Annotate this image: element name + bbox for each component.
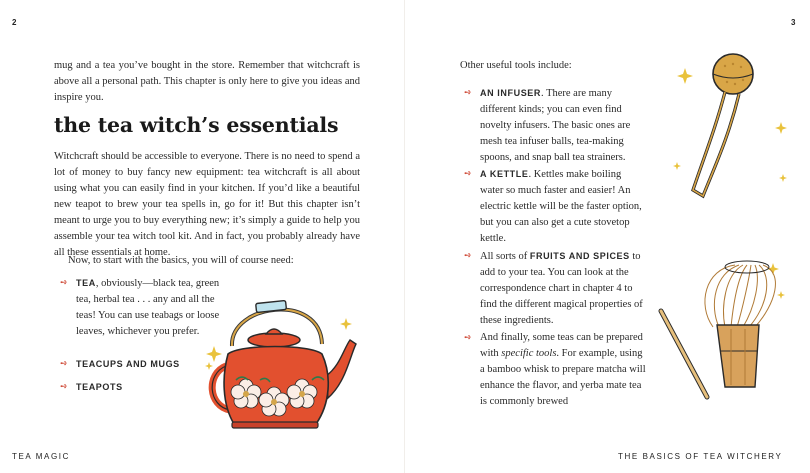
item-prefix: And finally, some teas can be prepared with <box>480 332 643 359</box>
intro-paragraph: mug and a tea you’ve bought in the store. Remember that witchcraft is above all a personal path. This chapter is only here to give you ideas and inspire you. <box>54 60 360 103</box>
tea-infuser-illustration <box>663 40 793 210</box>
item-label: TEAPOTS <box>76 382 123 392</box>
footer-right: THE BASICS OF TEA WITCHERY <box>618 452 783 461</box>
arrow-bullet-icon: ➺ <box>464 169 472 179</box>
item-text: . For example, using a bamboo whisk to prepare matcha will enhance the flavor, and yerba mate tea is commonly brewed <box>480 348 646 407</box>
item-text: to add to your tea. You can look at the correspondence chart in chapter 4 to find the different magical properties of these ingredients. <box>480 251 643 326</box>
teapot-illustration <box>200 284 360 444</box>
tools-intro: Other useful tools include: <box>460 60 572 71</box>
arrow-bullet-icon: ➺ <box>60 359 68 369</box>
item-label: FRUITS AND SPICES <box>529 251 630 261</box>
arrow-bullet-icon: ➺ <box>60 278 68 288</box>
page-number-left: 2 <box>12 18 17 27</box>
page-number-right: 3 <box>791 18 796 27</box>
paragraph-essentials: Witchcraft should be accessible to everyone. There is no need to spend a lot of money to buy fancy new equipment: tea witchcraft is all about using what you can easily find in your kitchen. If you’d like a beautiful new teapot to brew your tea spells in, go for it! But this chapter isn’t meant to urge you to buy everything new; it’s simply a guide to help you assemble your tea witch tool kit. And in fact, you probably already have all these essentials at home. <box>54 151 360 258</box>
item-label: TEACUPS AND MUGS <box>76 359 180 369</box>
footer-left: TEA MAGIC <box>12 452 70 461</box>
item-label: TEA <box>76 278 96 288</box>
item-text: . There are many different kinds; you can even find novelty infusers. The basic ones are mesh tea infuser balls, tea-making spoons, and snap ball tea strainers. <box>480 88 631 163</box>
item-text: . Kettles make boiling water so much faster and easier! An electric kettle will be the faster option, but you can also get a cute stovetop kettle. <box>480 169 642 244</box>
item-label: A KETTLE <box>480 169 529 179</box>
item-prefix: All sorts of <box>480 251 530 262</box>
bamboo-whisk-illustration <box>655 255 795 415</box>
item-text: , obviously—black tea, green tea, herbal tea . . . any and all the teas! You can use teabags or loose leaves, whichever you prefer. <box>76 278 220 337</box>
item-label: AN INFUSER <box>480 88 542 98</box>
arrow-bullet-icon: ➺ <box>464 88 472 98</box>
right-page <box>405 0 810 473</box>
arrow-bullet-icon: ➺ <box>464 251 472 261</box>
paragraph-basics: Now, to start with the basics, you will of course need: <box>68 255 294 266</box>
arrow-bullet-icon: ➺ <box>464 333 472 343</box>
item-emphasis: specific tools <box>501 348 557 359</box>
arrow-bullet-icon: ➺ <box>60 382 68 392</box>
section-heading: the tea witch’s essentials <box>54 113 339 137</box>
